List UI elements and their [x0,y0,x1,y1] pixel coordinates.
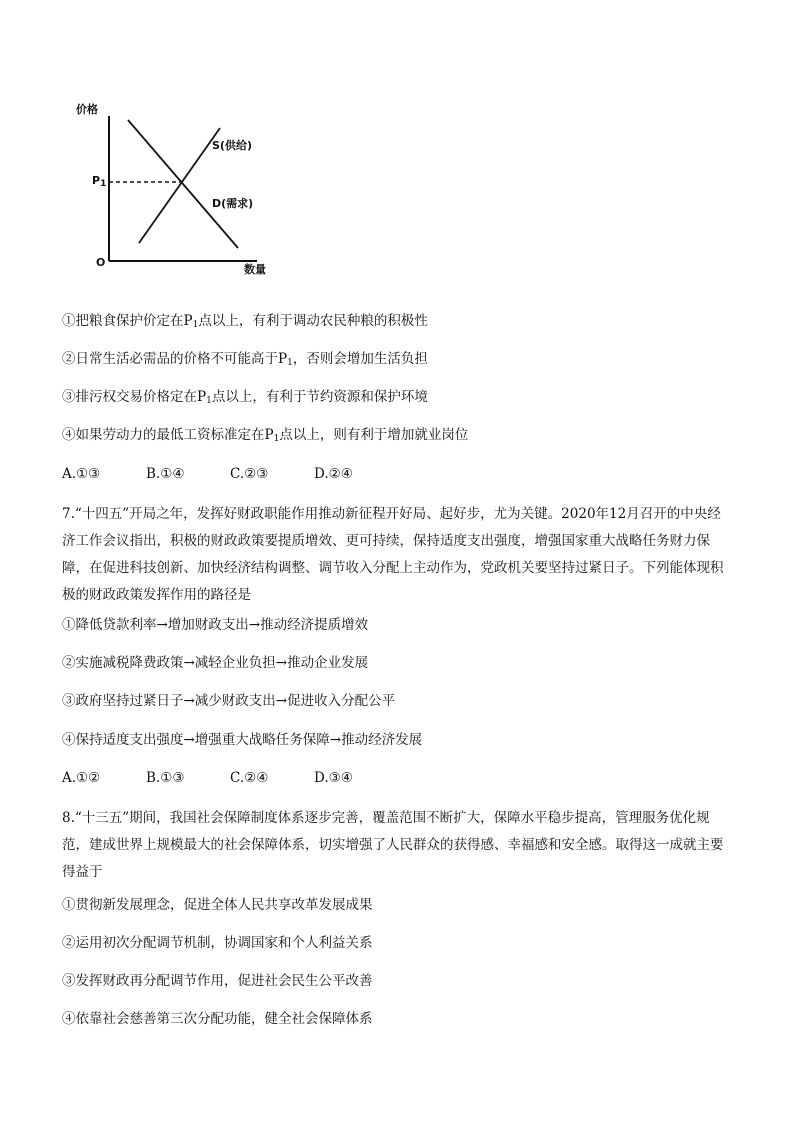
x-axis-label: 数量 [244,263,266,276]
q7-item-2: ②实施减税降费政策→减轻企业负担→推动企业发展 [62,655,369,671]
q7-options [62,768,353,788]
q6-item-1 [62,311,428,335]
q6-item-4 [62,425,468,449]
q6-item-2-post: ，否则会增加生活负担 [292,351,428,367]
q6-item-1-pre: ①把粮食保护价定在P [62,313,193,329]
supply-curve [139,128,220,243]
q7-stem: 7.“十四五”开局之年，发挥好财政职能作用推动新征程开好局、起好步，尤为关键。2020年12月召开的中央经济工作会议指出，积极的财政政策要提质增效、更可持续，保持适度支出强度，增强国家重大战略任务财力保障，在促进科技创新、加快经济结构调整、调节收入分配上主动作为，党政机关要坚持过紧日子。下列能体现积极的财政政策发挥作用的路径是 [62,506,724,603]
q6-option-c: C.②③ [230,466,269,482]
q7-item-1: ①降低贷款利率→增加财政支出→推动经济提质增效 [62,617,369,633]
q7-item-4: ④保持适度支出强度→增强重大战略任务保障→推动经济发展 [62,732,423,748]
supply-demand-graph [72,98,292,283]
q7-item-3: ③政府坚持过紧日子→减少财政支出→促进收入分配公平 [62,693,396,709]
q8-item-2: ②运用初次分配调节机制，协调国家和个人利益关系 [62,935,373,951]
q6-options [62,464,353,484]
q6-item-4-pre: ④如果劳动力的最低工资标准定在P [62,427,274,443]
q6-item-3-post: 点以上，有利于节约资源和保护环境 [211,389,428,405]
q6-item-4-sub: 1 [273,434,280,444]
price-p1-letter: P [92,174,101,187]
q6-item-3-pre: ③排污权交易价格定在P [62,389,207,405]
q6-item-4-post: 点以上，则有利于增加就业岗位 [279,427,469,443]
price-p1-subscript: 1 [100,179,107,189]
q7-option-d: D.③④ [314,770,353,786]
q6-item-3 [62,387,428,411]
q8-item-3: ③发挥财政再分配调节作用，促进社会民生公平改善 [62,973,373,989]
q6-item-1-post: 点以上，有利于调动农民种粮的积极性 [198,313,428,329]
y-axis-label: 价格 [76,103,98,116]
q6-item-1-sub: 1 [192,320,199,330]
q8-stem: 8.“十三五”期间，我国社会保障制度体系逐步完善，覆盖范围不断扩大，保障水平稳步提高，管理服务优化规范，建成世界上规模最大的社会保障体系，切实增强了人民群众的获得感、幸福感和安全感。取得这一成就主要得益于 [62,810,724,880]
q6-option-d: D.②④ [314,466,353,482]
q7-option-c: C.②④ [230,770,269,786]
q6-option-a: A.①③ [62,466,101,482]
q8-item-4: ④依靠社会慈善第三次分配功能，健全社会保障体系 [62,1011,373,1027]
price-p1-label [92,175,106,189]
q7-option-a: A.①② [62,770,101,786]
q6-option-b: B.①④ [146,466,185,482]
q6-item-2 [62,349,428,373]
q6-item-2-pre: ②日常生活必需品的价格不可能高于P [62,351,288,367]
graph-lines [72,98,292,283]
origin-label: O [96,256,106,269]
q7-option-b: B.①③ [146,770,185,786]
q6-item-3-sub: 1 [206,396,212,406]
demand-curve-label: D(需求) [212,197,254,210]
supply-curve-label: S(供给) [212,139,252,152]
q6-item-2-sub: 1 [287,358,293,368]
q8-item-1: ①贯彻新发展理念，促进全体人民共享改革发展成果 [62,897,373,913]
